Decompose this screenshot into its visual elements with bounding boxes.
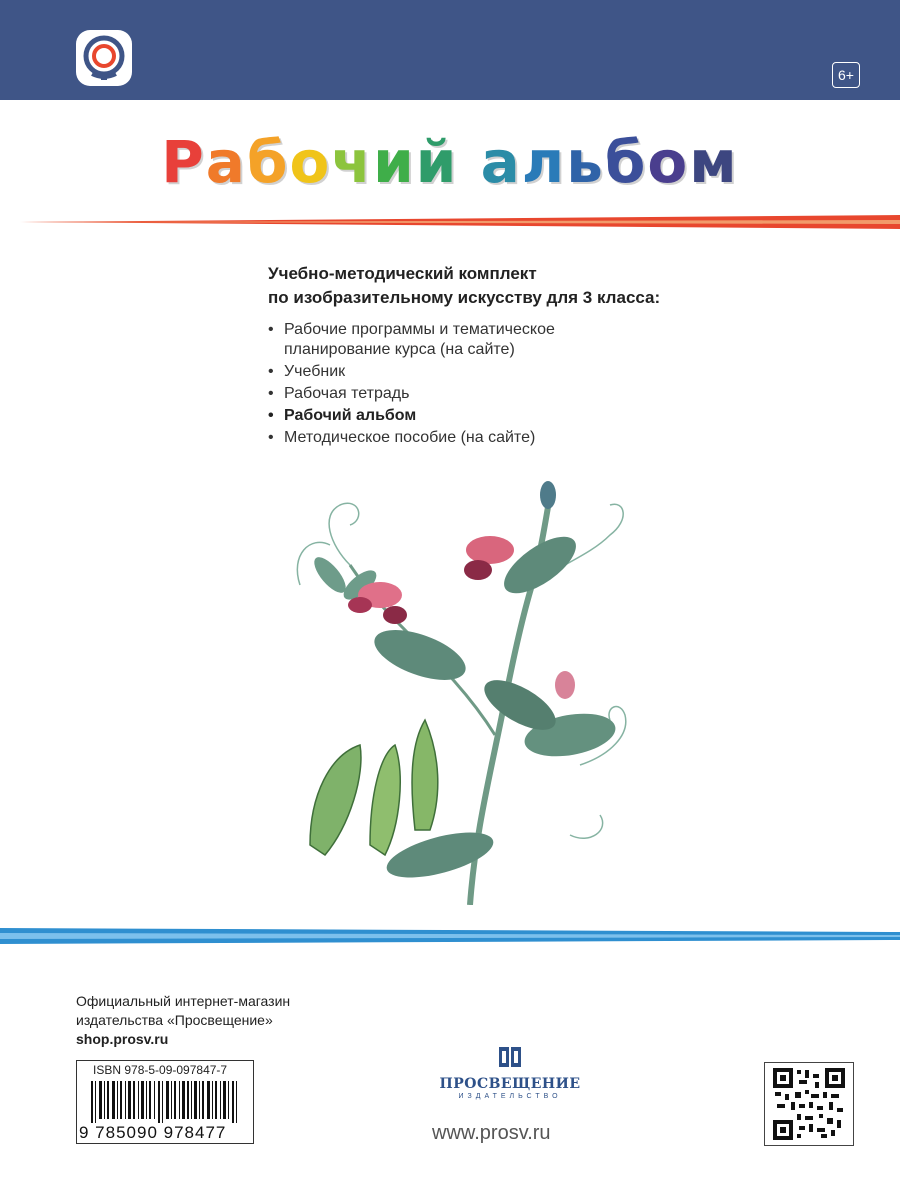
blue-divider-stripe [0, 928, 900, 944]
shop-info [76, 992, 290, 1049]
list-item-current [268, 406, 555, 426]
list-item-line1: • Рабочие программы и тематическое [284, 321, 555, 338]
qr-code-box [764, 1062, 854, 1146]
pea-plant-illustration [270, 475, 650, 905]
list-item [268, 384, 555, 404]
kit-heading-line1: Учебно-методический комплект [268, 264, 537, 283]
title-letter: б [604, 128, 648, 196]
list-item-label: Учебник [284, 363, 346, 380]
title-letter: м [689, 128, 739, 196]
red-divider-stripe [20, 215, 900, 229]
title-letter: и [373, 128, 416, 196]
list-item [268, 428, 555, 448]
shop-url: shop.prosv.ru [76, 1031, 169, 1047]
title-letter: ь [566, 128, 605, 196]
title-letter: й [415, 128, 459, 196]
shop-line2: издательства «Просвещение» [76, 1012, 273, 1028]
title-letter: б [246, 128, 290, 196]
list-item [268, 362, 555, 382]
publisher-subtitle: ИЗДАТЕЛЬСТВО [458, 1093, 562, 1100]
list-item-line2: планирование курса (на сайте) [284, 341, 515, 358]
shop-line1: Официальный интернет-магазин [76, 993, 291, 1009]
barcode-icon [91, 1081, 241, 1123]
title-letter: а [205, 128, 247, 196]
title-letter: ч [331, 128, 374, 196]
list-item [268, 320, 555, 360]
title-letter: о [289, 128, 332, 196]
barcode-digits: 9 785090 978477 [79, 1123, 227, 1142]
list-item-label: Рабочая тетрадь [284, 385, 410, 402]
title-letter: а [480, 128, 522, 196]
list-item-label: Методическое пособие (на сайте) [284, 429, 536, 446]
title-letter: л [521, 128, 567, 196]
isbn-barcode-box [76, 1060, 254, 1144]
publisher-globe-logo-icon [76, 30, 132, 86]
title-space [458, 128, 480, 196]
publisher-book-icon [497, 1045, 523, 1069]
publisher-name: ПРОСВЕЩЕНИЕ [439, 1076, 581, 1092]
header-band [0, 0, 900, 100]
title-letter: о [647, 128, 690, 196]
kit-heading [268, 262, 660, 310]
page-title [0, 128, 900, 196]
kit-list [268, 320, 555, 450]
kit-heading-line2: по изобразительному искусству для 3 класса: [268, 288, 661, 307]
isbn-label: ISBN 978-5-09-097847-7 [93, 1063, 228, 1077]
qr-code-icon [773, 1068, 845, 1140]
title-letter: Р [161, 128, 206, 196]
publisher-site-link[interactable]: www.prosv.ru [432, 1122, 551, 1144]
age-rating-badge: 6+ [832, 62, 860, 88]
list-item-label: Рабочий альбом [284, 407, 417, 424]
publisher-logo [430, 1045, 590, 1100]
